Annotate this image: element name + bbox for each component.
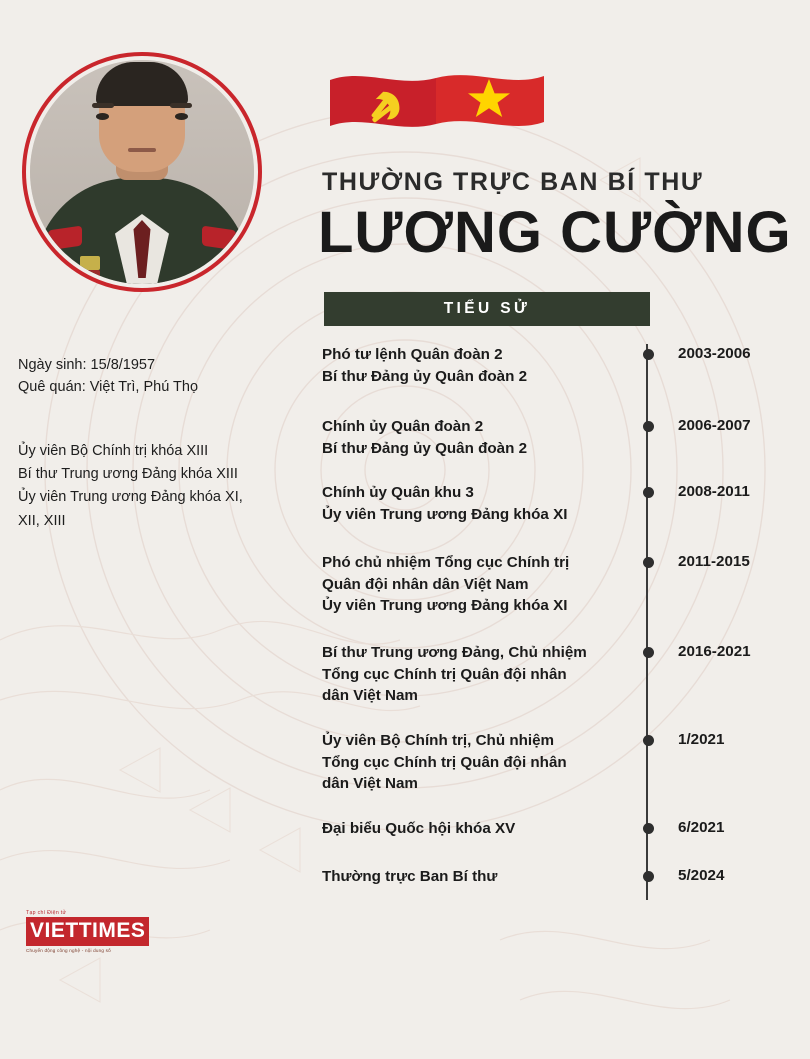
timeline-line: Tổng cục Chính trị Quân đội nhân bbox=[322, 753, 567, 771]
page-kicker: THƯỜNG TRỰC BAN BÍ THƯ bbox=[322, 168, 704, 196]
page-title: LƯƠNG CƯỜNG bbox=[318, 200, 792, 265]
timeline-line: Tổng cục Chính trị Quân đội nhân bbox=[322, 665, 567, 683]
timeline-description bbox=[322, 642, 640, 707]
timeline-period: 2003-2006 bbox=[678, 345, 751, 362]
timeline-line: Ủy viên Bộ Chính trị, Chủ nhiệm bbox=[322, 732, 555, 749]
timeline-line: dân Việt Nam bbox=[322, 775, 418, 793]
timeline-item bbox=[322, 866, 792, 906]
timeline-line: Bí thư Đảng ủy Quân đoàn 2 bbox=[322, 439, 528, 457]
timeline-description bbox=[322, 552, 640, 617]
career-timeline bbox=[322, 344, 792, 906]
logo-wordmark bbox=[26, 917, 149, 946]
portrait-frame bbox=[22, 52, 262, 292]
logo-top-line: Tạp chí Điện tử bbox=[26, 910, 67, 916]
timeline-period: 2008-2011 bbox=[678, 483, 750, 500]
timeline-line: Ủy viên Trung ương Đảng khóa XI bbox=[322, 597, 568, 615]
timeline-line: Bí thư Trung ương Đảng, Chủ nhiệm bbox=[322, 644, 587, 661]
timeline-description bbox=[322, 416, 640, 459]
logo-tagline: Chuyển động công nghệ - nội dung số bbox=[26, 948, 111, 954]
current-positions bbox=[18, 440, 300, 533]
timeline-dot-icon bbox=[643, 349, 654, 360]
timeline-description bbox=[322, 344, 640, 387]
timeline-dot-icon bbox=[643, 735, 654, 746]
timeline-item bbox=[322, 730, 792, 818]
timeline-line: Bí thư Đảng ủy Quân đoàn 2 bbox=[322, 367, 528, 385]
birth-date: Ngày sinh: 15/8/1957 bbox=[18, 357, 156, 373]
timeline-period: 6/2021 bbox=[678, 819, 725, 836]
timeline-dot-icon bbox=[643, 871, 654, 882]
timeline-period: 2011-2015 bbox=[678, 553, 750, 570]
timeline-description bbox=[322, 730, 640, 795]
timeline-line: Đại biểu Quốc hội khóa XV bbox=[322, 820, 516, 837]
position-line: XII, XIII bbox=[18, 512, 66, 529]
timeline-line: Chính ủy Quân khu 3 bbox=[322, 484, 474, 501]
timeline-description bbox=[322, 866, 640, 888]
timeline-period: 2016-2021 bbox=[678, 643, 751, 660]
position-line: Ủy viên Trung ương Đảng khóa XI, bbox=[18, 489, 243, 506]
timeline-period: 5/2024 bbox=[678, 867, 725, 884]
birth-info bbox=[18, 354, 288, 399]
timeline-dot-icon bbox=[643, 823, 654, 834]
timeline-dot-icon bbox=[643, 647, 654, 658]
timeline-line: Chính ủy Quân đoàn 2 bbox=[322, 418, 484, 435]
section-band-label: TIỂU SỬ bbox=[443, 300, 531, 317]
avatar bbox=[30, 60, 254, 284]
hometown: Quê quán: Việt Trì, Phú Thọ bbox=[18, 379, 199, 396]
timeline-line: dân Việt Nam bbox=[322, 687, 418, 705]
publisher-logo bbox=[26, 910, 146, 954]
section-band-biography bbox=[324, 292, 650, 326]
timeline-period: 1/2021 bbox=[678, 731, 725, 748]
timeline-line: Quân đội nhân dân Việt Nam bbox=[322, 575, 529, 593]
timeline-line: Phó tư lệnh Quân đoàn 2 bbox=[322, 346, 503, 363]
timeline-item bbox=[322, 642, 792, 730]
timeline-item bbox=[322, 416, 792, 482]
timeline-line: Phó chủ nhiệm Tổng cục Chính trị bbox=[322, 554, 570, 571]
timeline-description bbox=[322, 482, 640, 525]
timeline-item bbox=[322, 552, 792, 642]
timeline-item bbox=[322, 818, 792, 866]
flag-icon bbox=[324, 66, 550, 140]
logo-word-1: VIET bbox=[30, 919, 79, 943]
timeline-dot-icon bbox=[643, 487, 654, 498]
timeline-item bbox=[322, 482, 792, 552]
timeline-line: Ủy viên Trung ương Đảng khóa XI bbox=[322, 505, 568, 523]
timeline-dot-icon bbox=[643, 557, 654, 568]
timeline-line: Thường trực Ban Bí thư bbox=[322, 868, 498, 885]
timeline-dot-icon bbox=[643, 421, 654, 432]
logo-word-2: TIMES bbox=[78, 919, 146, 943]
position-line: Bí thư Trung ương Đảng khóa XIII bbox=[18, 466, 238, 483]
position-line: Ủy viên Bộ Chính trị khóa XIII bbox=[18, 443, 209, 459]
timeline-period: 2006-2007 bbox=[678, 417, 751, 434]
timeline-item bbox=[322, 344, 792, 416]
timeline-description bbox=[322, 818, 640, 840]
